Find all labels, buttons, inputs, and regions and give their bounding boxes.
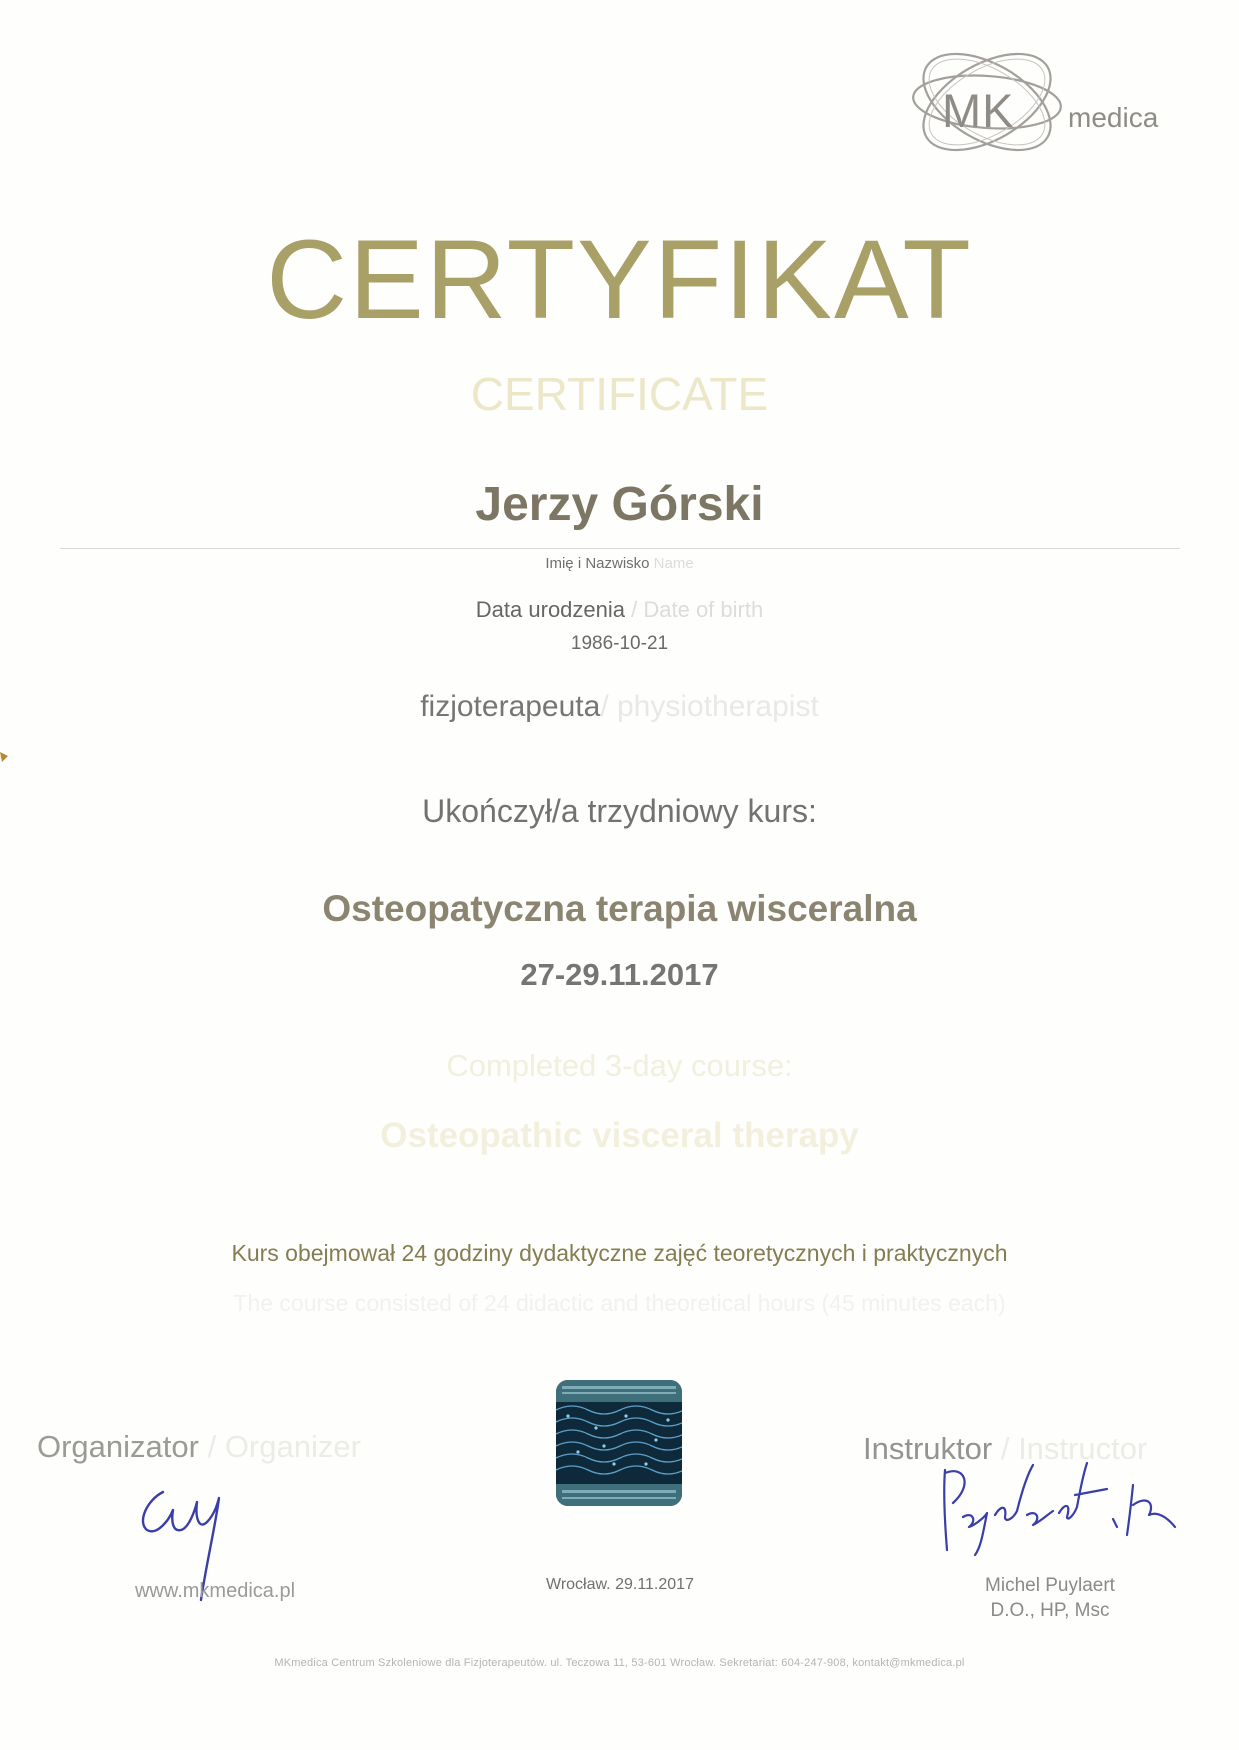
name-caption-pl: Imię i Nazwisko — [545, 555, 650, 572]
course-hours-pl: Kurs obejmował 24 godziny dydaktyczne zajęć teoretycznych i praktycznych — [231, 1240, 1008, 1266]
hologram-seal — [556, 1380, 682, 1506]
logo-mk-text: MK — [942, 84, 1015, 137]
organizer-separator: / — [198, 1429, 225, 1464]
profession-pl: fizjoterapeuta — [420, 690, 601, 723]
logo-medica-text: medica — [1068, 102, 1159, 133]
profession-separator: / — [600, 690, 617, 723]
mkmedica-logo — [912, 20, 1182, 200]
name-caption — [0, 555, 1239, 572]
certificate-title: CERTYFIKAT — [266, 217, 973, 342]
organizer-label-en: Organizer — [224, 1429, 361, 1464]
organizer-website: www.mkmedica.pl — [134, 1580, 296, 1602]
course-name-en: Osteopathic visceral therapy — [380, 1116, 859, 1155]
footer-contact: MKmedica Centrum Szkoleniowe dla Fizjoterapeutów. ul. Teczowa 11, 53-601 Wrocław. Sekretariat: 604-247-908, kontakt@mkmedica.pl — [274, 1657, 965, 1669]
profession-en: physiotherapist — [617, 690, 819, 723]
dob-separator: / — [625, 597, 644, 622]
name-caption-en: Name — [653, 555, 694, 572]
course-name-pl: Osteopatyczna terapia wisceralna — [322, 888, 917, 929]
profession — [0, 690, 1239, 724]
course-dates: 27-29.11.2017 — [520, 957, 719, 992]
completed-course-en: Completed 3-day course: — [446, 1048, 793, 1083]
completed-course-pl: Ukończył/a trzydniowy kurs: — [422, 793, 817, 829]
instructor-label-pl: Instruktor — [863, 1431, 993, 1466]
instructor-signature — [935, 1455, 1190, 1560]
instructor-label-en: Instructor — [1018, 1431, 1148, 1466]
scan-mark — [0, 750, 10, 764]
place-and-date: Wrocław. 29.11.2017 — [546, 1576, 694, 1593]
instructor-credentials: D.O., HP, Msc — [990, 1600, 1110, 1621]
certificate-subtitle: CERTIFICATE — [470, 368, 769, 420]
holder-name: Jerzy Górski — [475, 478, 764, 531]
organizer-label — [37, 1429, 361, 1465]
dob-value: 1986-10-21 — [570, 633, 669, 654]
dob-label-en: Date of birth — [643, 597, 764, 622]
organizer-label-pl: Organizator — [37, 1429, 199, 1464]
instructor-signature-graphic — [935, 1455, 1190, 1560]
instructor-separator: / — [992, 1431, 1019, 1466]
instructor-name: Michel Puylaert — [985, 1575, 1115, 1596]
name-underline — [60, 548, 1180, 549]
course-hours-en: The course consisted of 24 didactic and theoretical hours (45 minutes each) — [233, 1290, 1006, 1316]
dob-label — [0, 597, 1239, 623]
hologram-graphic — [556, 1380, 682, 1506]
dob-label-pl: Data urodzenia — [475, 597, 626, 622]
